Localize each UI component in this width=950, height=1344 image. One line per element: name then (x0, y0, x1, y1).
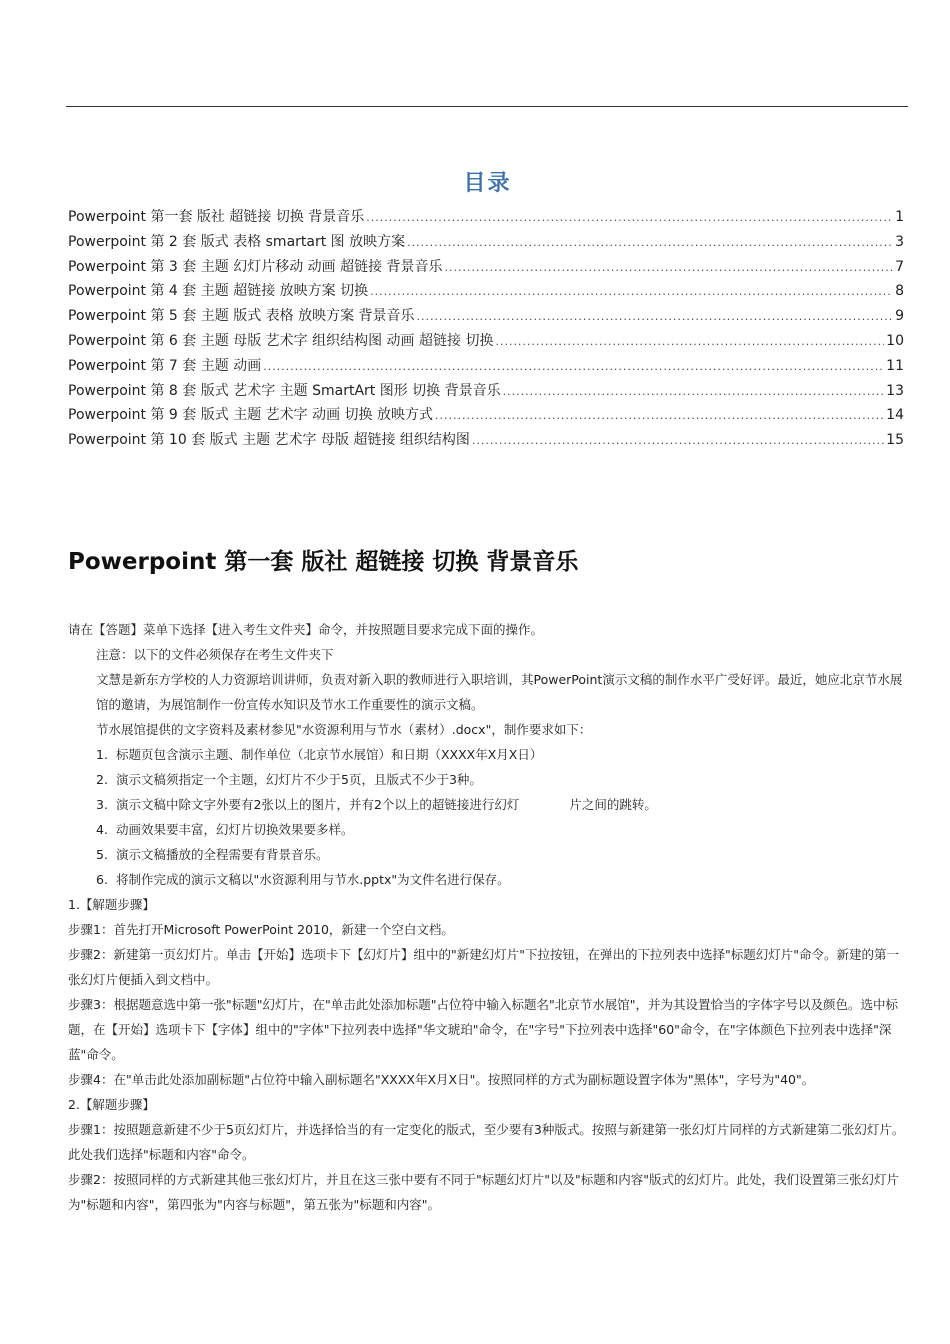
requirement-item (68, 842, 906, 867)
table-of-contents (68, 206, 904, 454)
toc-entry[interactable] (68, 404, 904, 429)
item-number: 1. (96, 747, 108, 762)
toc-entry[interactable] (68, 256, 904, 281)
item-text: 标题页包含演示主题、制作单位（北京节水展馆）和日期（XXXX年X月X日） (115, 747, 543, 762)
toc-leader-dots (417, 310, 894, 323)
solution-step: 步骤1：首先打开Microsoft PowerPoint 2010，新建一个空白文档。 (68, 922, 454, 937)
toc-leader-dots (495, 335, 884, 348)
toc-entry[interactable] (68, 305, 904, 330)
item-text: 演示文稿播放的全程需要有背景音乐。 (115, 847, 329, 862)
toc-entry[interactable] (68, 429, 904, 454)
toc-entry[interactable] (68, 330, 904, 355)
toc-entry[interactable] (68, 206, 904, 231)
header-rule (66, 106, 908, 107)
note-paragraph: 注意：以下的文件必须保存在考生文件夹下 (96, 647, 334, 662)
toc-page-number: 8 (895, 283, 904, 300)
toc-title: 目录 (463, 171, 512, 196)
toc-leader-dots (435, 409, 884, 422)
toc-leader-dots (370, 285, 893, 298)
toc-entry-text: Powerpoint 第 9 套 版式 主题 艺术字 动画 切换 放映方式 (68, 407, 433, 424)
requirement-item (68, 867, 906, 892)
toc-page-number: 10 (886, 332, 904, 349)
item-number: 5. (96, 847, 108, 862)
requirements-intro: 节水展馆提供的文字资料及素材参见"水资源利用与节水（素材）.docx"，制作要求如下： (96, 722, 592, 737)
solution-step: 步骤2：按照同样的方式新建其他三张幻灯片，并且在这三张中要有不同于"标题幻灯片"以及"标题和内容"版式的幻灯片。此处，我们设置第三张幻灯片为"标题和内容"，第四张为"内容与标题"，第五张为"标题和内容"。 (68, 1172, 899, 1212)
item-number: 3. (96, 797, 108, 812)
item-number: 2. (96, 772, 108, 787)
section-heading: Powerpoint 第一套 版社 超链接 切换 背景音乐 (68, 549, 579, 575)
toc-leader-dots (366, 211, 893, 224)
toc-entry-text: Powerpoint 第 10 套 版式 主题 艺术字 母版 超链接 组织结构图 (68, 432, 470, 449)
item-text: 动画效果要丰富，幻灯片切换效果要多样。 (115, 822, 354, 837)
toc-leader-dots (472, 434, 884, 447)
toc-entry-text: Powerpoint 第 3 套 主题 幻灯片移动 动画 超链接 背景音乐 (68, 258, 443, 275)
toc-entry[interactable] (68, 280, 904, 305)
toc-page-number: 1 (895, 209, 904, 225)
solution-heading: 1.【解题步骤】 (68, 897, 155, 912)
toc-entry-text: Powerpoint 第 2 套 版式 表格 smartart 图 放映方案 (68, 233, 406, 250)
solution-step: 步骤1：按照题意新建不少于5页幻灯片，并选择恰当的有一定变化的版式，至少要有3种版式。按照与新建第一张幻灯片同样的方式新建第二张幻灯片。此处我们选择"标题和内容"命令。 (68, 1122, 905, 1162)
item-text: 将制作完成的演示文稿以"水资源利用与节水.pptx"为文件名进行保存。 (115, 872, 510, 887)
toc-entry-text: Powerpoint 第 8 套 版式 艺术字 主题 SmartArt 图形 切换 背景音乐 (68, 382, 501, 399)
toc-page-number: 11 (886, 357, 904, 374)
toc-entry-text: Powerpoint 第一套 版社 超链接 切换 背景音乐 (68, 209, 365, 225)
requirement-item (68, 792, 906, 817)
toc-leader-dots (263, 360, 884, 373)
toc-entry[interactable] (68, 355, 904, 380)
solution-step: 步骤4：在"单击此处添加副标题"占位符中输入副标题名"XXXX年X月X日"。按照同样的方式为副标题设置字体为"黑体"，字号为"40"。 (68, 1072, 815, 1087)
toc-entry[interactable] (68, 231, 904, 256)
intro-paragraph: 请在【答题】菜单下选择【进入考生文件夹】命令，并按照题目要求完成下面的操作。 (68, 622, 544, 637)
toc-entry-text: Powerpoint 第 6 套 主题 母版 艺术字 组织结构图 动画 超链接 切换 (68, 332, 494, 349)
item-text: 演示文稿中除文字外要有2张以上的图片，并有2个以上的超链接进行幻灯 (115, 797, 520, 812)
toc-leader-dots (445, 261, 894, 274)
toc-leader-dots (407, 236, 893, 249)
toc-entry-text: Powerpoint 第 7 套 主题 动画 (68, 357, 262, 374)
toc-entry-text: Powerpoint 第 5 套 主题 版式 表格 放映方案 背景音乐 (68, 308, 415, 325)
toc-page-number: 7 (895, 258, 904, 275)
toc-page-number: 14 (886, 407, 904, 424)
toc-entry[interactable] (68, 380, 904, 405)
item-text-continued: 片之间的跳转。 (569, 797, 657, 812)
section-body (68, 617, 906, 1217)
background-paragraph: 文慧是新东方学校的人力资源培训讲师，负责对新入职的教师进行入职培训，其PowerPoint演示文稿的制作水平广受好评。最近，她应北京节水展馆的邀请，为展馆制作一份宣传水知识及节水工作重要性的演示文稿。 (96, 672, 903, 712)
item-number: 4. (96, 822, 108, 837)
item-number: 6. (96, 872, 108, 887)
toc-page-number: 15 (886, 432, 904, 449)
toc-leader-dots (503, 385, 885, 398)
solution-step: 步骤3：根据题意选中第一张"标题"幻灯片，在"单击此处添加标题"占位符中输入标题名"北京节水展馆"，并为其设置恰当的字体字号以及颜色。选中标题，在【开始】选项卡下【字体】组中的"字体"下拉列表中选择"华文琥珀"命令，在"字号"下拉列表中选择"60"命令，在"字体颜色下拉列表中选择"深蓝"命令。 (68, 997, 898, 1062)
requirement-item (68, 767, 906, 792)
toc-page-number: 9 (895, 308, 904, 325)
solution-heading: 2.【解题步骤】 (68, 1097, 155, 1112)
requirement-item (68, 817, 906, 842)
item-text: 演示文稿须指定一个主题，幻灯片不少于5页，且版式不少于3种。 (115, 772, 482, 787)
toc-page-number: 3 (895, 233, 904, 250)
toc-page-number: 13 (886, 382, 904, 399)
requirement-item (68, 742, 906, 767)
solution-step: 步骤2：新建第一页幻灯片。单击【开始】选项卡下【幻灯片】组中的"新建幻灯片"下拉按钮，在弹出的下拉列表中选择"标题幻灯片"命令。新建的第一张幻灯片便插入到文档中。 (68, 947, 899, 987)
toc-entry-text: Powerpoint 第 4 套 主题 超链接 放映方案 切换 (68, 283, 369, 300)
